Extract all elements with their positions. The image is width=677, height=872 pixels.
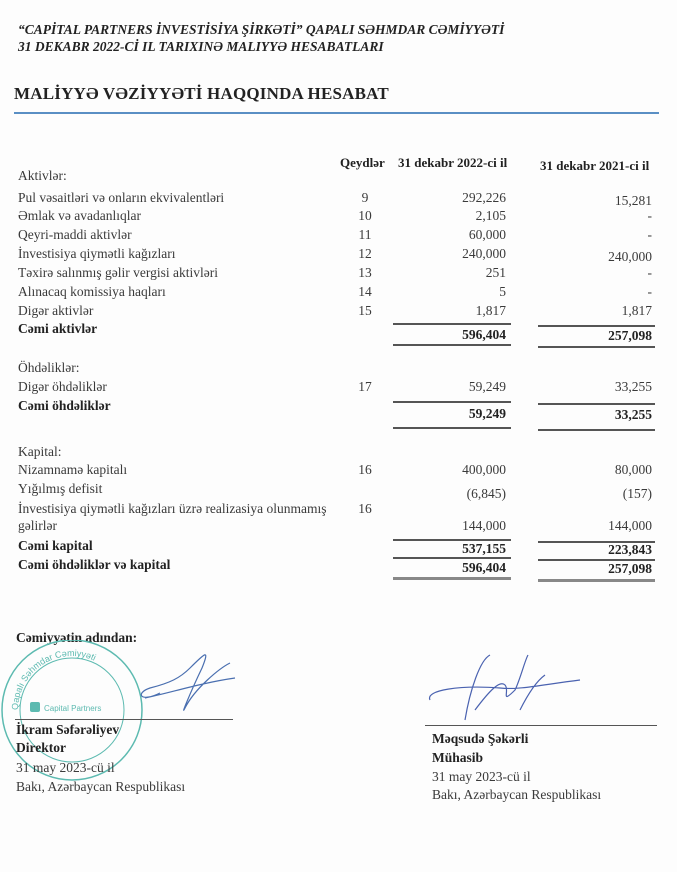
subtotal-line — [393, 557, 511, 559]
accountant-role: Mühasib — [432, 750, 484, 765]
value-2022: 596,404 — [462, 560, 506, 575]
value-2021: 144,000 — [608, 518, 652, 533]
page-title: MALİYYƏ VƏZİYYƏTİ HAQQINDA HESABAT — [14, 84, 389, 103]
value-2022: 292,226 — [462, 190, 506, 205]
row-label: Cəmi kapital — [18, 538, 93, 553]
svg-text:Qapalı Səhmdar Cəmiyyəti — [10, 648, 98, 710]
row-label: Qeyri-maddi aktivlər — [18, 227, 132, 242]
value-2021: - — [647, 265, 652, 280]
value-2022: 60,000 — [468, 227, 506, 242]
row-note-ref: 11 — [358, 227, 372, 242]
accountant-date: 31 may 2023-cü il — [432, 769, 531, 784]
subtotal-line — [538, 559, 655, 561]
value-2021: (157) — [622, 486, 652, 501]
director-signature-line — [15, 719, 233, 720]
row-label: Digər öhdəliklər — [18, 379, 107, 394]
report-period-header: 31 DEKABR 2022-Cİ IL TARIXINƏ MALIYYƏ HESABATLARI — [18, 39, 384, 54]
value-2022: 400,000 — [462, 462, 506, 477]
row-note-ref: 10 — [358, 208, 372, 223]
director-place: Bakı, Azərbaycan Respublikası — [16, 779, 186, 794]
row-note-ref: 16 — [358, 501, 372, 516]
row-label: Alınacaq komissiya haqları — [18, 284, 166, 299]
total-line — [393, 427, 511, 429]
value-2021: 257,098 — [608, 561, 652, 576]
director-role: Direktor — [16, 740, 66, 755]
row-label: Aktivlər: — [18, 168, 67, 183]
row-label: Öhdəliklər: — [18, 360, 80, 375]
value-2021: - — [647, 208, 652, 223]
value-2022: 59,249 — [468, 406, 506, 421]
row-note-ref: 15 — [358, 303, 372, 318]
column-header-2021: 31 dekabr 2021-ci il — [540, 158, 650, 173]
title-divider — [14, 112, 659, 114]
company-header: “CAPİTAL PARTNERS İNVESTİSİYA ŞİRKƏTİ” QAPALI SƏHMDAR CƏMİYYƏTİ — [18, 22, 505, 37]
value-2021: - — [647, 284, 652, 299]
row-note-ref: 14 — [358, 284, 372, 299]
row-label: Digər aktivlər — [18, 303, 94, 318]
value-2022: 240,000 — [462, 246, 506, 261]
director-name: İkram Səfərəliyev — [16, 722, 120, 737]
row-label-continued: gəlirlər — [18, 518, 57, 533]
on-behalf-label: Cəmiyyətin adından: — [16, 630, 138, 645]
double-total-line — [393, 577, 511, 580]
value-2021: 1,817 — [621, 303, 652, 318]
value-2022: 251 — [485, 265, 506, 280]
total-line — [538, 429, 655, 431]
value-2022: 596,404 — [462, 327, 506, 342]
value-2022: (6,845) — [466, 486, 506, 501]
subtotal-line — [393, 401, 511, 403]
row-label: Təxirə salınmış gəlir vergisi aktivləri — [18, 265, 218, 280]
row-label: İnvestisiya qiymətli kağızları üzrə realizasiya olunmamış — [18, 501, 327, 516]
value-2021: 33,255 — [614, 379, 652, 394]
value-2022: 59,249 — [468, 379, 506, 394]
value-2021: 223,843 — [608, 542, 652, 557]
stamp-brand: Capital Partners — [44, 704, 102, 713]
value-2022: 537,155 — [462, 541, 506, 556]
subtotal-line — [393, 539, 511, 541]
double-total-line — [538, 579, 655, 582]
row-label: Əmlak və avadanlıqlar — [18, 208, 141, 223]
value-2021: 80,000 — [614, 462, 652, 477]
value-2021: 240,000 — [608, 249, 652, 264]
row-label: Yığılmış defisit — [18, 481, 103, 496]
director-signature — [130, 648, 240, 728]
row-label: Cəmi öhdəliklər və kapital — [18, 557, 171, 572]
row-note-ref: 13 — [358, 265, 372, 280]
stamp-text: Qapalı Səhmdar Cəmiyyəti — [9, 647, 98, 711]
accountant-signature — [420, 650, 590, 730]
accountant-place: Bakı, Azərbaycan Respublikası — [432, 787, 602, 802]
value-2021: - — [647, 227, 652, 242]
row-label: Nizamnamə kapitalı — [18, 462, 128, 477]
row-label: Cəmi aktivlər — [18, 321, 98, 336]
value-2021: 33,255 — [614, 407, 652, 422]
subtotal-line — [538, 325, 655, 327]
row-label: Pul vəsaitləri və onların ekvivalentləri — [18, 190, 225, 205]
director-date: 31 may 2023-cü il — [16, 760, 115, 775]
column-header-notes: Qeydlər — [340, 155, 385, 170]
accountant-signature-line — [425, 725, 657, 726]
row-note-ref: 9 — [361, 190, 369, 205]
value-2021: 257,098 — [608, 328, 652, 343]
row-label: Kapital: — [18, 444, 62, 459]
value-2022: 2,105 — [475, 208, 506, 223]
column-header-2022: 31 dekabr 2022-ci il — [398, 155, 508, 170]
value-2022: 144,000 — [462, 518, 506, 533]
total-line — [538, 346, 655, 348]
subtotal-line — [538, 541, 655, 543]
value-2022: 1,817 — [475, 303, 506, 318]
row-note-ref: 12 — [358, 246, 372, 261]
total-line — [393, 344, 511, 346]
subtotal-line — [538, 403, 655, 405]
row-note-ref: 16 — [358, 462, 372, 477]
row-note-ref: 17 — [358, 379, 372, 394]
row-label: İnvestisiya qiymətli kağızları — [18, 246, 176, 261]
value-2021: 15,281 — [614, 193, 652, 208]
subtotal-line — [393, 323, 511, 325]
value-2022: 5 — [499, 284, 506, 299]
row-label: Cəmi öhdəliklər — [18, 398, 111, 413]
accountant-name: Məqsudə Şəkərli — [432, 731, 529, 746]
